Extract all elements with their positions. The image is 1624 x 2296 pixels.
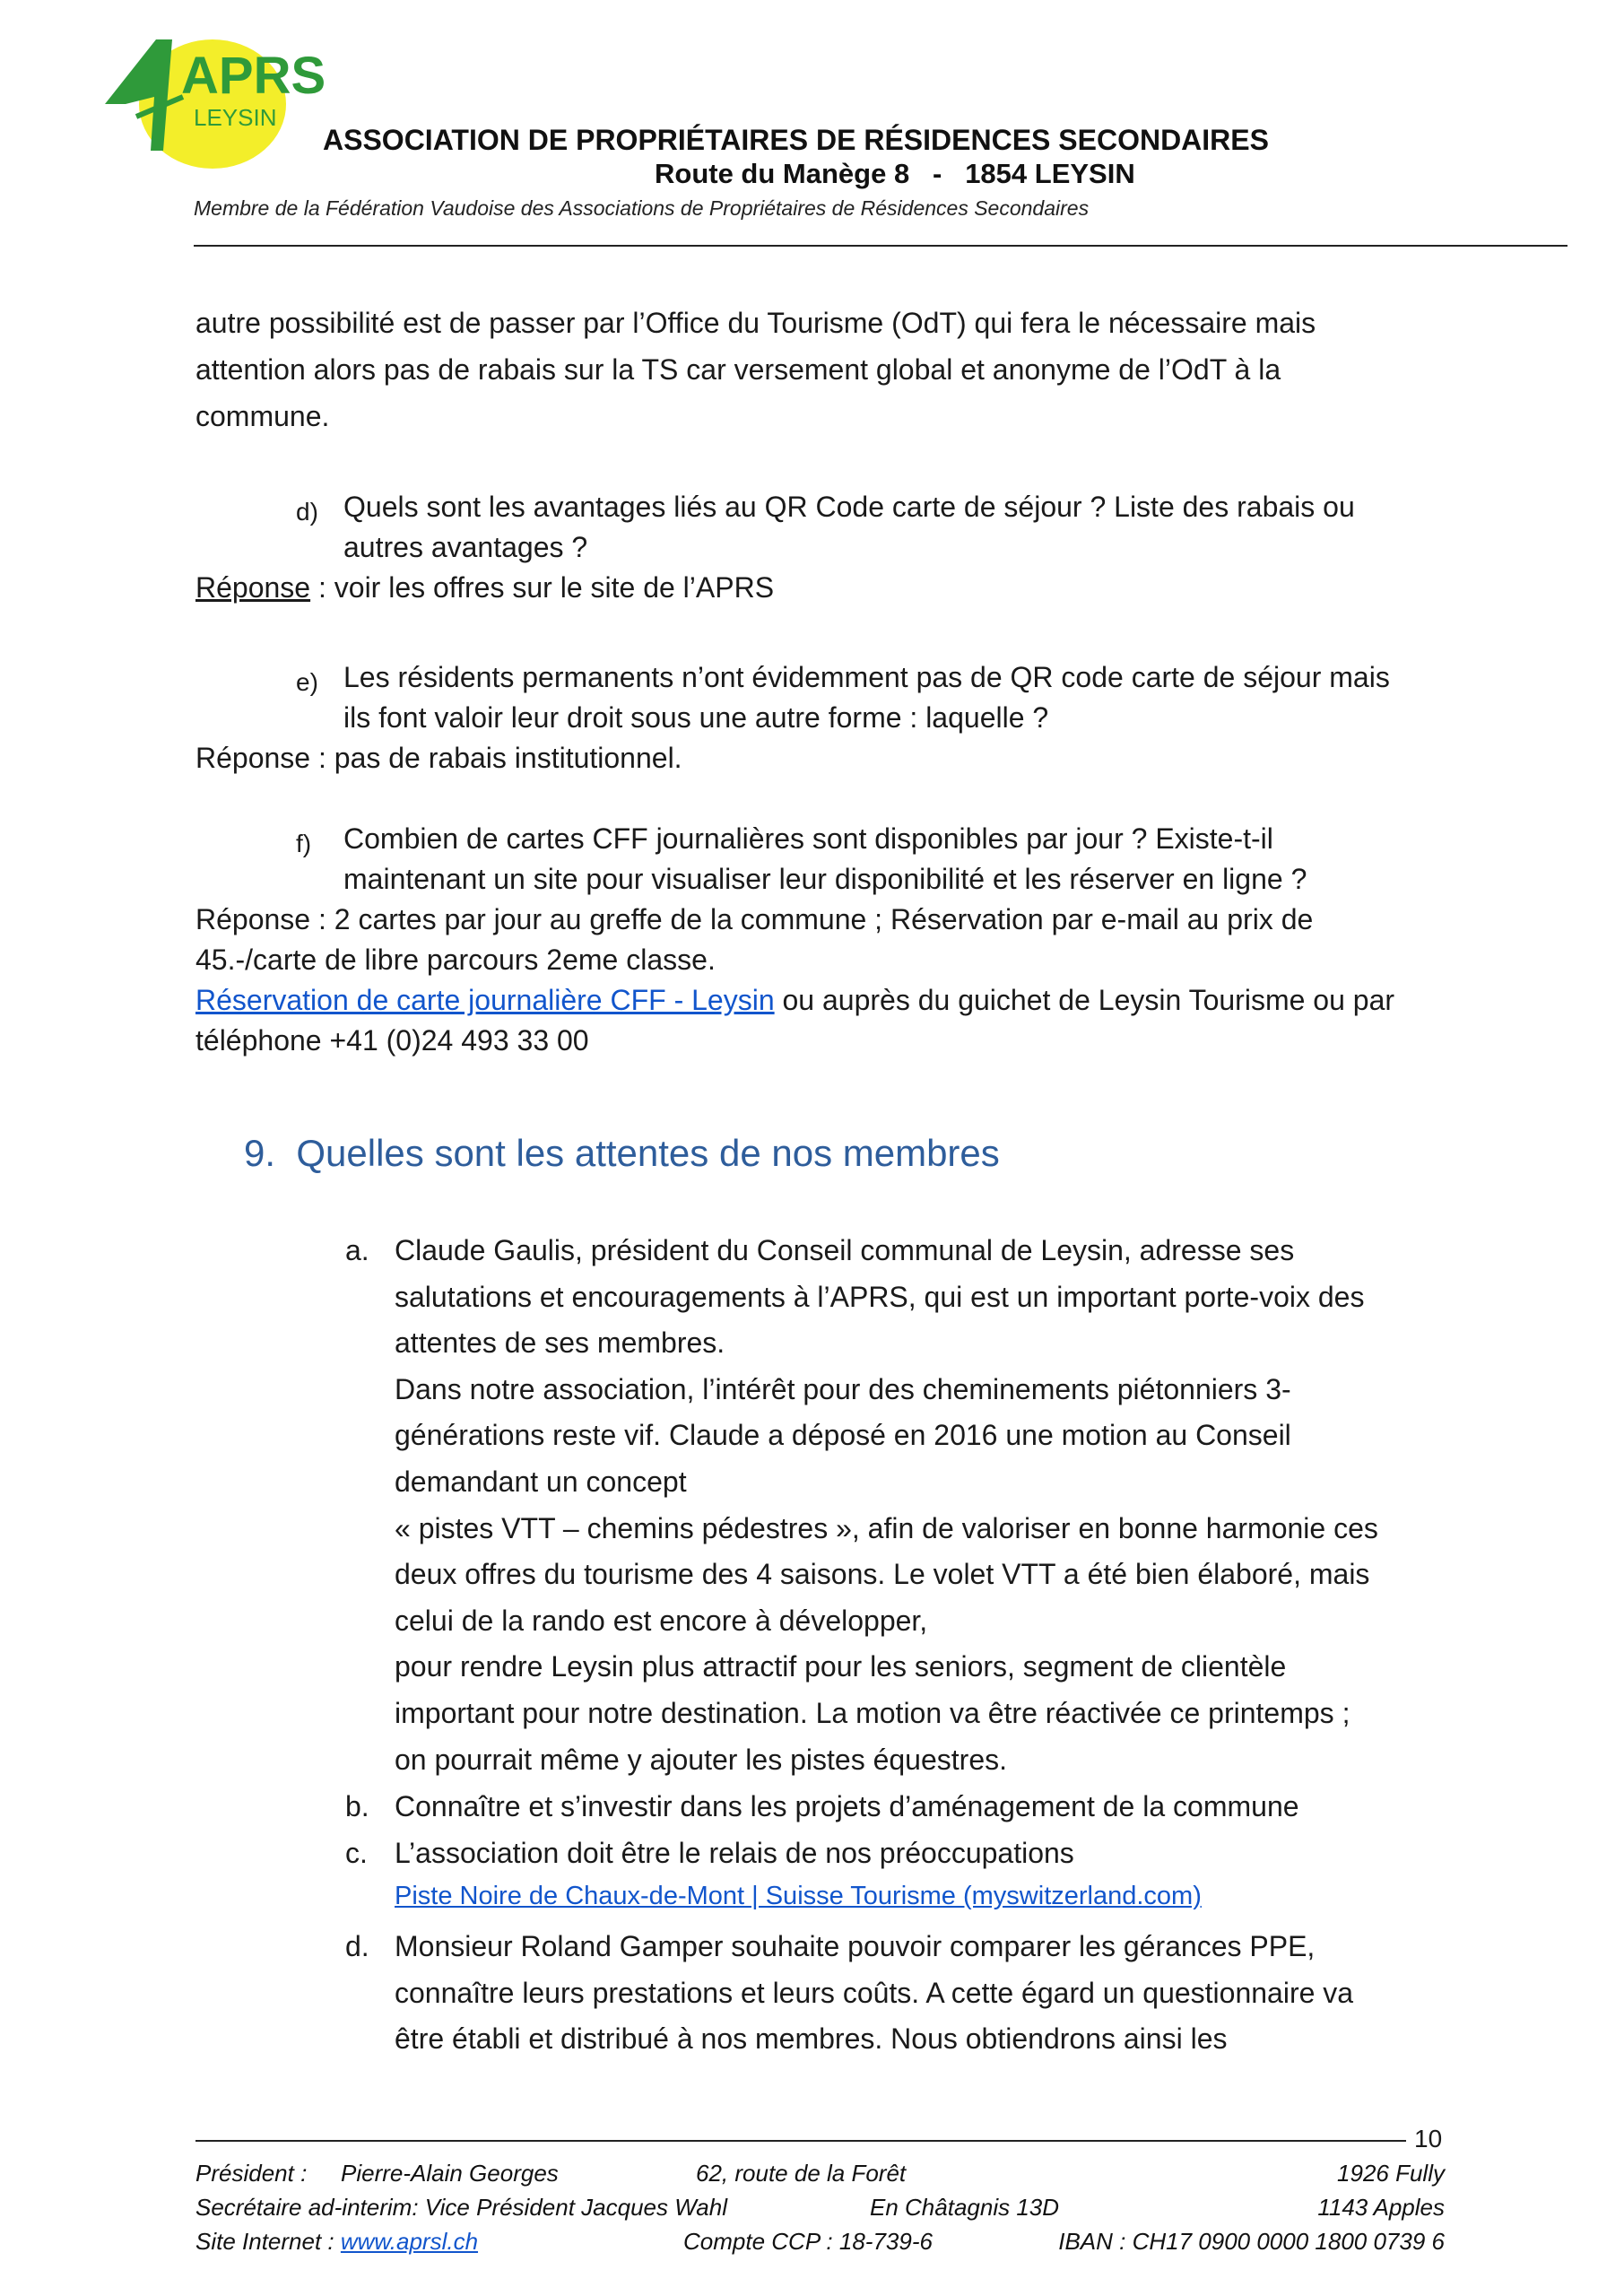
answer-text: : voir les offres sur le site de l’APRS xyxy=(310,571,775,604)
association-name: ASSOCIATION DE PROPRIÉTAIRES DE RÉSIDENCES SECONDAIRES xyxy=(323,124,1269,156)
logo-text-top: APRS xyxy=(181,47,326,105)
header-divider xyxy=(194,245,1568,247)
association-address: Route du Manège 8 - 1854 LEYSIN xyxy=(655,158,1135,189)
aprs-logo xyxy=(100,34,326,169)
question-label-e: e) xyxy=(296,668,318,696)
member-label-a: a. xyxy=(345,1234,369,1266)
site-link[interactable]: www.aprsl.ch xyxy=(340,2228,479,2255)
member-line: on pourrait même y ajouter les pistes équestres. xyxy=(395,1743,1007,1776)
federation-line: Membre de la Fédération Vaudoise des Associations de Propriétaires de Résidences Secondaires xyxy=(194,196,1090,220)
answer-e: Réponse : pas de rabais institutionnel. xyxy=(195,742,682,774)
intro-line: commune. xyxy=(195,400,330,432)
member-item-b xyxy=(395,1784,1453,1831)
member-line: connaître leurs prestations et leurs coûts. A cette égard un questionnaire va xyxy=(395,1976,1354,2009)
member-line: celui de la rando est encore à développer, xyxy=(395,1604,928,1637)
intro-line: autre possibilité est de passer par l’Office du Tourisme (OdT) qui fera le nécessaire mais xyxy=(195,307,1316,339)
secretary-city: 1143 Apples xyxy=(1317,2194,1445,2221)
member-line: deux offres du tourisme des 4 saisons. Le volet VTT a été bien élaboré, mais xyxy=(395,1558,1370,1591)
question-line: Les résidents permanents n’ont évidemment pas de QR code carte de séjour mais xyxy=(343,661,1390,693)
section-heading: 9. Quelles sont les attentes de nos membres xyxy=(244,1132,1000,1174)
member-label-b: b. xyxy=(345,1790,369,1822)
site-label: Site Internet : xyxy=(195,2228,341,2255)
member-line: L’association doit être le relais de nos préoccupations xyxy=(395,1837,1074,1869)
question-line: Quels sont les avantages liés au QR Code carte de séjour ? Liste des rabais ou xyxy=(343,491,1355,523)
member-line: pour rendre Leysin plus attractif pour les seniors, segment de clientèle xyxy=(395,1650,1287,1683)
member-line: Dans notre association, l’intérêt pour des cheminements piétonniers 3- xyxy=(395,1372,1291,1405)
question-line: ils font valoir leur droit sous une autre forme : laquelle ? xyxy=(343,701,1049,734)
cff-reservation-line xyxy=(195,980,1451,1021)
answer-f xyxy=(195,900,1451,980)
question-label-d: d) xyxy=(296,498,318,526)
member-label-c: c. xyxy=(345,1837,368,1869)
member-line: attentes de ses membres. xyxy=(395,1326,725,1360)
member-line: générations reste vif. Claude a déposé en 2016 une motion au Conseil xyxy=(395,1419,1291,1452)
iban: IBAN : CH17 0900 0000 1800 0739 6 xyxy=(1058,2228,1445,2255)
question-line: Combien de cartes CFF journalières sont disponibles par jour ? Existe-t-il xyxy=(343,822,1273,855)
intro-line: attention alors pas de rabais sur la TS car versement global et anonyme de l’OdT à la xyxy=(195,353,1281,386)
answer-line: 45.-/carte de libre parcours 2eme classe. xyxy=(195,944,716,976)
member-line: Connaître et s’investir dans les projets d’aménagement de la commune xyxy=(395,1790,1299,1822)
member-item-a xyxy=(395,1228,1453,1783)
member-label-d: d. xyxy=(345,1930,369,1962)
member-item-c xyxy=(395,1831,1453,1877)
site-row xyxy=(195,2228,478,2256)
president-address: 62, route de la Forêt xyxy=(696,2160,907,2187)
intro-paragraph xyxy=(195,303,1451,437)
ccp-account: Compte CCP : 18-739-6 xyxy=(683,2228,933,2255)
cff-reservation-link[interactable]: Réservation de carte journalière CFF - Leysin xyxy=(195,984,775,1016)
answer-line: Réponse : 2 cartes par jour au greffe de la commune ; Réservation par e-mail au prix de xyxy=(195,903,1314,935)
question-e-text xyxy=(343,657,1451,738)
member-c-link-row xyxy=(395,1882,1202,1911)
question-f-text xyxy=(343,819,1451,900)
cff-reservation-after: ou auprès du guichet de Leysin Tourisme ou par xyxy=(774,984,1395,1016)
president-label: Président : xyxy=(195,2160,308,2187)
question-label-f: f) xyxy=(296,830,312,857)
member-item-d xyxy=(395,1924,1453,2063)
member-line: « pistes VTT – chemins pédestres », afin de valoriser en bonne harmonie ces xyxy=(395,1511,1378,1544)
member-line: Monsieur Roland Gamper souhaite pouvoir comparer les gérances PPE, xyxy=(395,1930,1316,1962)
president-city: 1926 Fully xyxy=(1337,2160,1445,2187)
page-number: 10 xyxy=(1414,2125,1443,2152)
member-line: salutations et encouragements à l’APRS, qui est un important porte-voix des xyxy=(395,1280,1365,1313)
secretary-label: Secrétaire ad-interim: Vice Président Jacques Wahl xyxy=(195,2194,727,2221)
question-line: autres avantages ? xyxy=(343,531,588,563)
piste-noire-link[interactable]: Piste Noire de Chaux-de-Mont | Suisse Tourisme (myswitzerland.com) xyxy=(395,1882,1202,1910)
phone-line: téléphone +41 (0)24 493 33 00 xyxy=(195,1024,589,1057)
question-d-text xyxy=(343,487,1451,568)
footer-divider xyxy=(195,2140,1406,2142)
member-line: important pour notre destination. La motion va être réactivée ce printemps ; xyxy=(395,1696,1350,1729)
secretary-address: En Châtagnis 13D xyxy=(870,2194,1060,2221)
logo-text-bottom: LEYSIN xyxy=(194,104,277,131)
answer-label: Réponse xyxy=(195,571,311,604)
president-name: Pierre-Alain Georges xyxy=(341,2160,559,2187)
member-line: Claude Gaulis, président du Conseil communal de Leysin, adresse ses xyxy=(395,1234,1295,1266)
question-line: maintenant un site pour visualiser leur disponibilité et les réserver en ligne ? xyxy=(343,863,1307,895)
answer-d xyxy=(195,568,1451,608)
aprs-logo-graphic xyxy=(100,34,326,169)
member-line: demandant un concept xyxy=(395,1465,687,1498)
member-line: être établi et distribué à nos membres. Nous obtiendrons ainsi les xyxy=(395,2022,1228,2056)
